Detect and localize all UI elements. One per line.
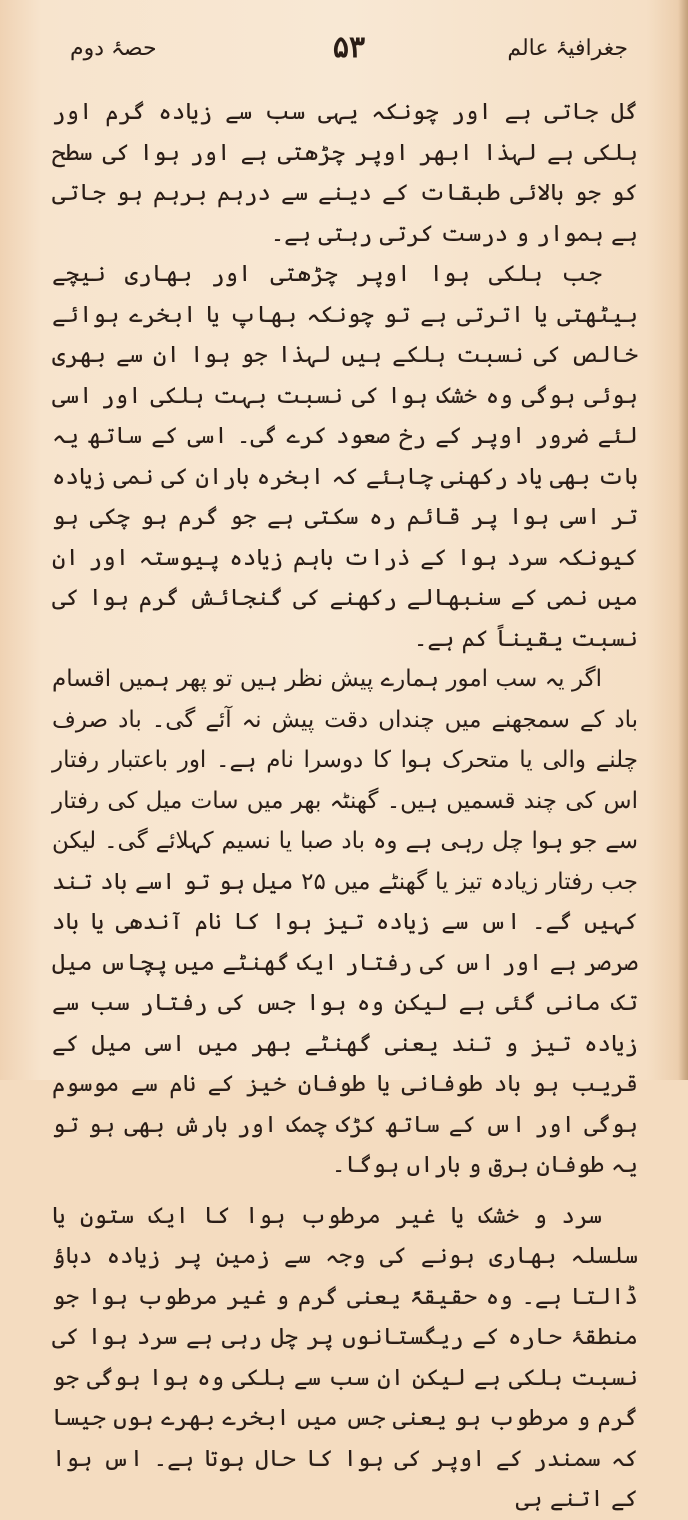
- paragraph: سرد و خشک یا غیر مرطوب ہوا کا ایک ستون یا سلسلہ بھاری ہونے کی وجہ سے زمین پر زیادہ دباؤ ڈالتا ہے۔ وہ حقیقۃً یعنی گرم و غیر مرطوب ہوا جو منطقۂ حارہ کے ریگستانوں پر چل رہی ہے سرد ہوا کی نسبت ہلکی ہے لیکن ان سب سے ہلکی وہ ہوا ہوگی جو گرم و مرطوب ہو یعنی جس میں ابخرے بھرے ہوں جیسا کہ سمندر کے اوپر کی ہوا کا حال ہوتا ہے۔ اس ہوا کے اتنے ہی: [52, 1202, 638, 1512]
- paragraph: جب ہلکی ہوا اوپر چڑھتی اور بھاری نیچے بیٹھتی یا اترتی ہے تو چونکہ بھاپ یا ابخرے ہوائے خالص کی نسبت ہلکے ہیں لہذا جو ہوا ان سے بھری ہوئی ہوگی وہ خشک ہوا کی نسبت بہت ہلکی اور اسی لئے ضرور اوپر کے رخ صعود کرے گی۔ اسی کے ساتھ یہ بات بھی یاد رکھنی چاہئے کہ ابخرہ باران کی نمی زیادہ تر اسی ہوا پر قائم رہ سکتی ہے جو گرم ہو چکی ہو کیونکہ سرد ہوا کے ذرات باہم زیادہ پیوستہ اور ان میں نمی کے سنبھالے رکھنے کی گنجائش گرم ہوا کی نسبت یقیناً کم ہے۔: [52, 261, 638, 652]
- part-label: حصۂ دوم: [70, 36, 157, 61]
- page-number: ۵۳: [332, 30, 366, 65]
- page-header: [70, 30, 628, 70]
- page-body: [52, 92, 638, 1520]
- paragraph: گل جاتی ہے اور چونکہ یہی سب سے زیادہ گرم اور ہلکی ہے لہذا ابھر اوپر چڑھتی ہے اور ہوا کی سطح کو جو بالائی طبقات کے دینے سے درہم برہم ہو جاتی ہے ہموار و درست کرتی رہتی ہے۔: [52, 99, 638, 247]
- paragraph: اگر یہ سب امور ہمارے پیش نظر ہیں تو پھر ہمیں اقسام باد کے سمجھنے میں چنداں دقت پیش نہ آئے گی۔ باد صرف چلنے والی یا متحرک ہوا کا دوسرا نام ہے۔ اور باعتبار رفتار اس کی چند قسمیں ہیں۔ گھنٹہ بھر میں سات میل کی رفتار سے جو ہوا چل رہی ہے وہ باد صبا یا نسیم کہلائے گی۔ لیکن جب رفتار زیادہ تیز یا گھنٹے میں ۲۵ میل ہو تو اسے باد تند کہیں گے۔ اس سے زیادہ تیز ہوا کا نام آندھی یا باد صرصر ہے اور اس کی رفتار ایک گھنٹے میں پچاس میل تک مانی گئی ہے لیکن وہ ہوا جس کی رفتار سب سے زیادہ تیز و تند یعنی گھنٹے بھر میں اسی میل کے قریب ہو باد طوفانی یا طوفان خیز کے نام سے موسوم ہوگی اور اس کے ساتھ کڑک چمک اور بارش بھی ہو تو یہ طوفان برق و باراں ہوگا۔: [52, 666, 638, 1178]
- book-title: جغرافیۂ عالم: [507, 36, 628, 61]
- page-spine-shadow: [678, 0, 688, 1080]
